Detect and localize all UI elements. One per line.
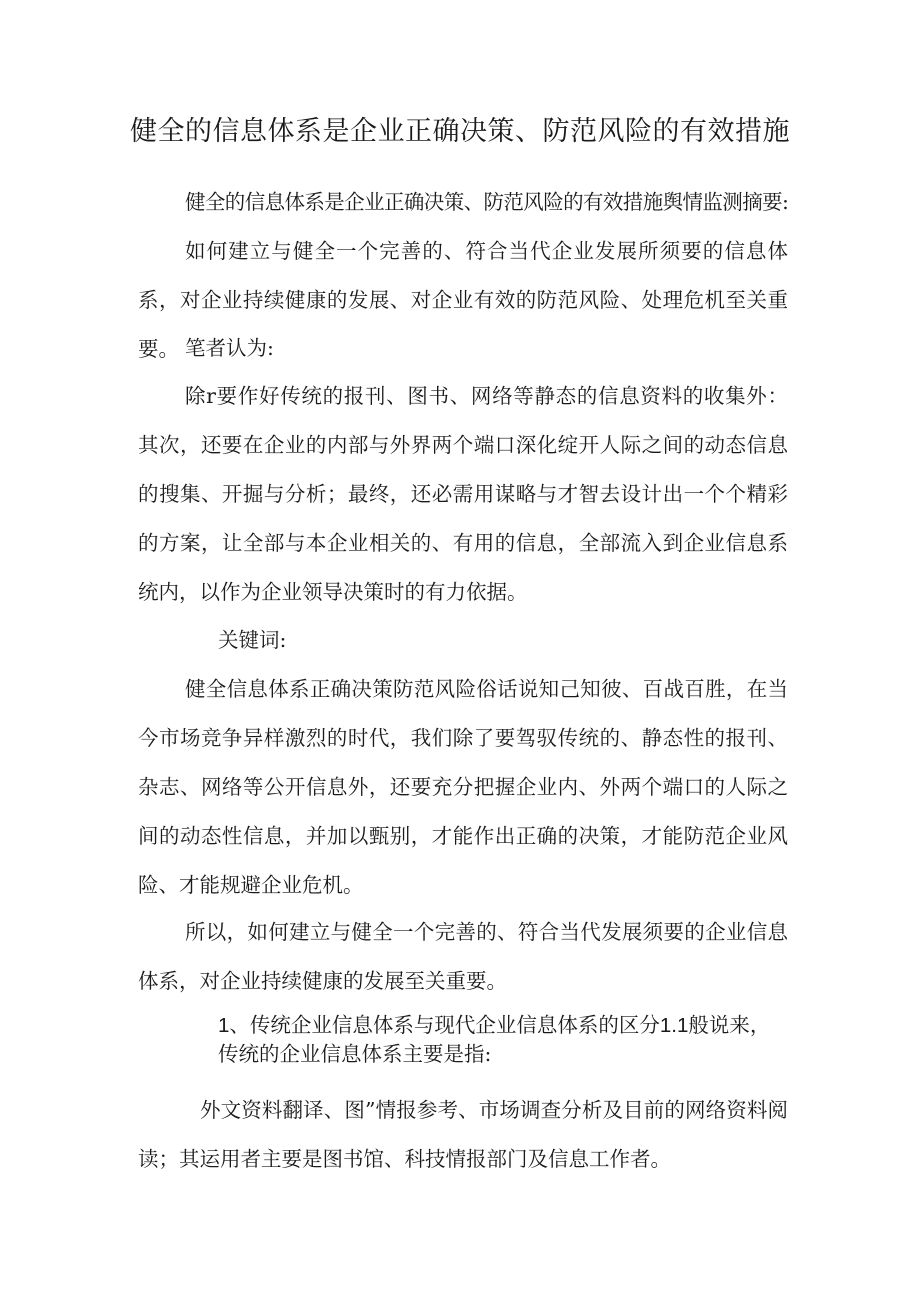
- section-heading-text-a: 传统企业信息体系与现代企业信息体系的区分: [249, 1013, 660, 1037]
- subsection-number: 1.1: [659, 1014, 689, 1037]
- summary-line: 健全的信息体系是企业正确决策、防范风险的有效措施舆情监测摘要:: [185, 190, 789, 214]
- section-heading: [218, 1011, 786, 1068]
- section-number: 1、: [218, 1014, 250, 1037]
- author-label: 笔者认为:: [185, 336, 274, 360]
- document-title: 健全的信息体系是企业正确决策、防范风险的有效措施: [130, 116, 790, 147]
- foreign-materials-paragraph: 外文资料翻译、图”情报参考、市场调查分析及目前的网络资料阅读；其运用者主要是图书馆、科技情报部门及信息工作者。: [138, 1098, 788, 1171]
- section-heading-text-b: 般说来，传统的企业信息体系主要是指:: [218, 1013, 771, 1066]
- body-paragraph: 除r要作好传统的报刊、图书、网络等静态的信息资料的收集外：其次，还要在企业的内部与外界两个端口深化绽开人际之间的动态信息的搜集、开掘与分析；最终，还必需用谋略与才智去设计出一个个精彩的方案，让全部与本企业相关的、有用的信息，全部流入到企业信息系统内，以作为企业领导决策时的有力依据。: [138, 384, 788, 604]
- conclusion-paragraph: 所以，如何建立与健全一个完善的、符合当代发展须要的企业信息体系，对企业持续健康的发展至关重要。: [138, 920, 788, 993]
- intro-paragraph: 如何建立与健全一个完善的、符合当代企业发展所须要的信息体系，对企业持续健康的发展、对企业有效的防范风险、处理危机至关重要。: [138, 239, 788, 361]
- keywords-paragraph: 健全信息体系正确决策防范风险俗话说知己知彼、百战百胜，在当今市场竞争异样激烈的时代，我们除了要驾驭传统的、静态性的报刊、杂志、网络等公开信息外，还要充分把握企业内、外两个端口的人际之间的动态性信息，并加以甄别，才能作出正确的决策，才能防范企业风险、才能规避企业危机。: [138, 677, 788, 897]
- keywords-label: 关键词:: [218, 628, 287, 652]
